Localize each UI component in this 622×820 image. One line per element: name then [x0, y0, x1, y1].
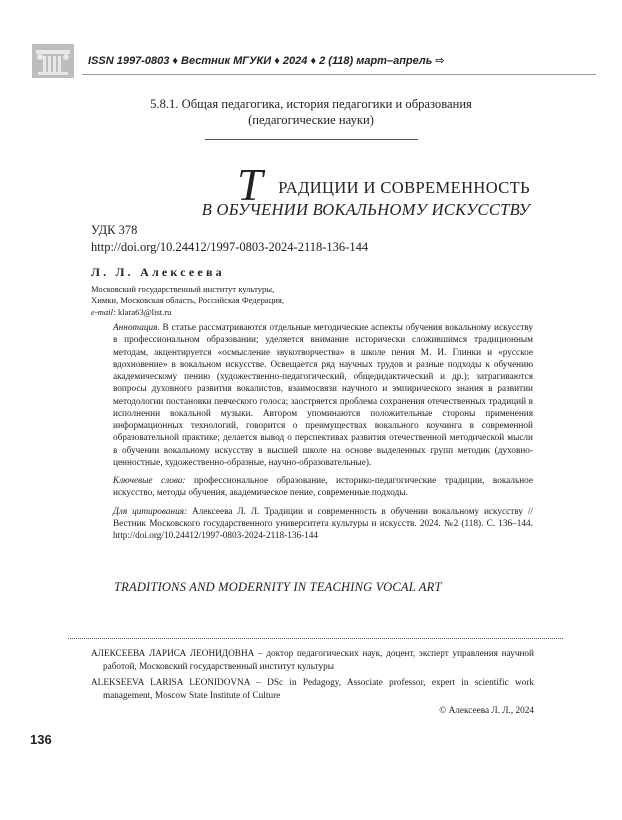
- journal-issue-line: ISSN 1997-0803 ♦ Вестник МГУКИ ♦ 2024 ♦ 2 (118) март–апрель ⇨: [88, 55, 445, 67]
- abstract-text: В статье рассматриваются отдельные методические аспекты обучения вокальному искусству в профессиональном образовании; уделяется внимание исторически сложившимся традиционным методам, акцентируется «осмысление звукотворчества» в школе пения М. И. Глинки и «русское вдохновение» в вокальном искусстве. Освещается ряд научных трудов и разные подходы к обучению академическому пению (художественно-педагогический, общедидактический и др.); затрагиваются вопросы духовного развития вокалистов, взаимосвязи научного и эмпирического знания в развитии методологии постановки певческого голоса; заостряется проблема сохранения отечественных традиций в исполнении вокальной музыки. Автором упоминаются положительные стороны применения информационных технологий, говорится о преимуществах вокального коучинга в современной образовательной практике; делается вывод о перспективах развития отечественной методической мысли в обучении вокальному искусству в высшей школе на основе выделенных групп методик (духовно-ценностные, художественно-образные, научно-образовательные).: [113, 323, 533, 468]
- citation-text: Алексеева Л. Л. Традиции и современность в обучении вокальному искусству // Вестник Московского государственного университета культуры и искусств. 2024. №2 (118). С. 136–144. http://doi.org/10.24412/1997-0803-2024-2118-136-144: [113, 506, 533, 541]
- header-divider: [82, 74, 596, 75]
- abstract-block: [113, 322, 533, 548]
- english-title: TRADITIONS AND MODERNITY IN TEACHING VOCAL ART: [114, 580, 442, 594]
- bio-english: ALEKSEEVA LARISA LEONIDOVNA – DSc in Pedagogy, Associate professor, expert in scientific work management, Moscow State Institute of Culture: [91, 678, 534, 701]
- author-email: [91, 307, 284, 318]
- article-title: [190, 160, 530, 220]
- author-name: Л. Л. Алексеева: [91, 265, 225, 279]
- author-affiliation: [91, 284, 284, 318]
- citation-paragraph: [113, 506, 533, 543]
- affiliation-line-2: Химки, Московская область, Российская Федерация,: [91, 295, 284, 306]
- page-number: 136: [30, 732, 52, 747]
- specialty-divider: [205, 139, 418, 140]
- affiliation-line-1: Московский государственный институт культуры,: [91, 284, 275, 294]
- keywords-text: профессиональное образование, историко-педагогические традиции, вокальное искусство, методы обучения, академическое пение, современные подходы.: [113, 476, 533, 499]
- specialty-heading: [120, 96, 502, 128]
- specialty-line-1: 5.8.1. Общая педагогика, история педагогики и образования: [150, 97, 472, 111]
- title-initial-letter: Т: [237, 159, 263, 210]
- title-line-2: В ОБУЧЕНИИ ВОКАЛЬНОМУ ИСКУССТВУ: [201, 200, 530, 219]
- citation-label: Для цитирования:: [113, 506, 188, 517]
- email-label: e-mail:: [91, 306, 116, 317]
- keywords-label: Ключевые слова:: [113, 476, 186, 486]
- copyright-notice: © Алексеева Л. Л., 2024: [439, 706, 534, 716]
- abstract-label: Аннотация.: [113, 323, 160, 333]
- keywords-paragraph: [113, 475, 533, 500]
- footnote-divider: [68, 638, 563, 639]
- email-address[interactable]: klara63@list.ru: [115, 306, 172, 317]
- udk-code: УДК 378: [91, 223, 138, 237]
- doi-link[interactable]: http://doi.org/10.24412/1997-0803-2024-2118-136-144: [91, 240, 369, 254]
- title-line-1: РАДИЦИИ И СОВРЕМЕННОСТЬ: [278, 178, 530, 197]
- column-logo-icon: [32, 44, 74, 78]
- specialty-line-2: (педагогические науки): [248, 113, 374, 127]
- article-meta: [91, 222, 368, 256]
- bio-russian: АЛЕКСЕЕВА ЛАРИСА ЛЕОНИДОВНА – доктор педагогических наук, доцент, эксперт управления научной работой, Московский государственный институт культуры: [91, 649, 534, 672]
- author-bio: [91, 648, 534, 706]
- journal-header: [26, 44, 596, 82]
- abstract-paragraph: [113, 322, 533, 469]
